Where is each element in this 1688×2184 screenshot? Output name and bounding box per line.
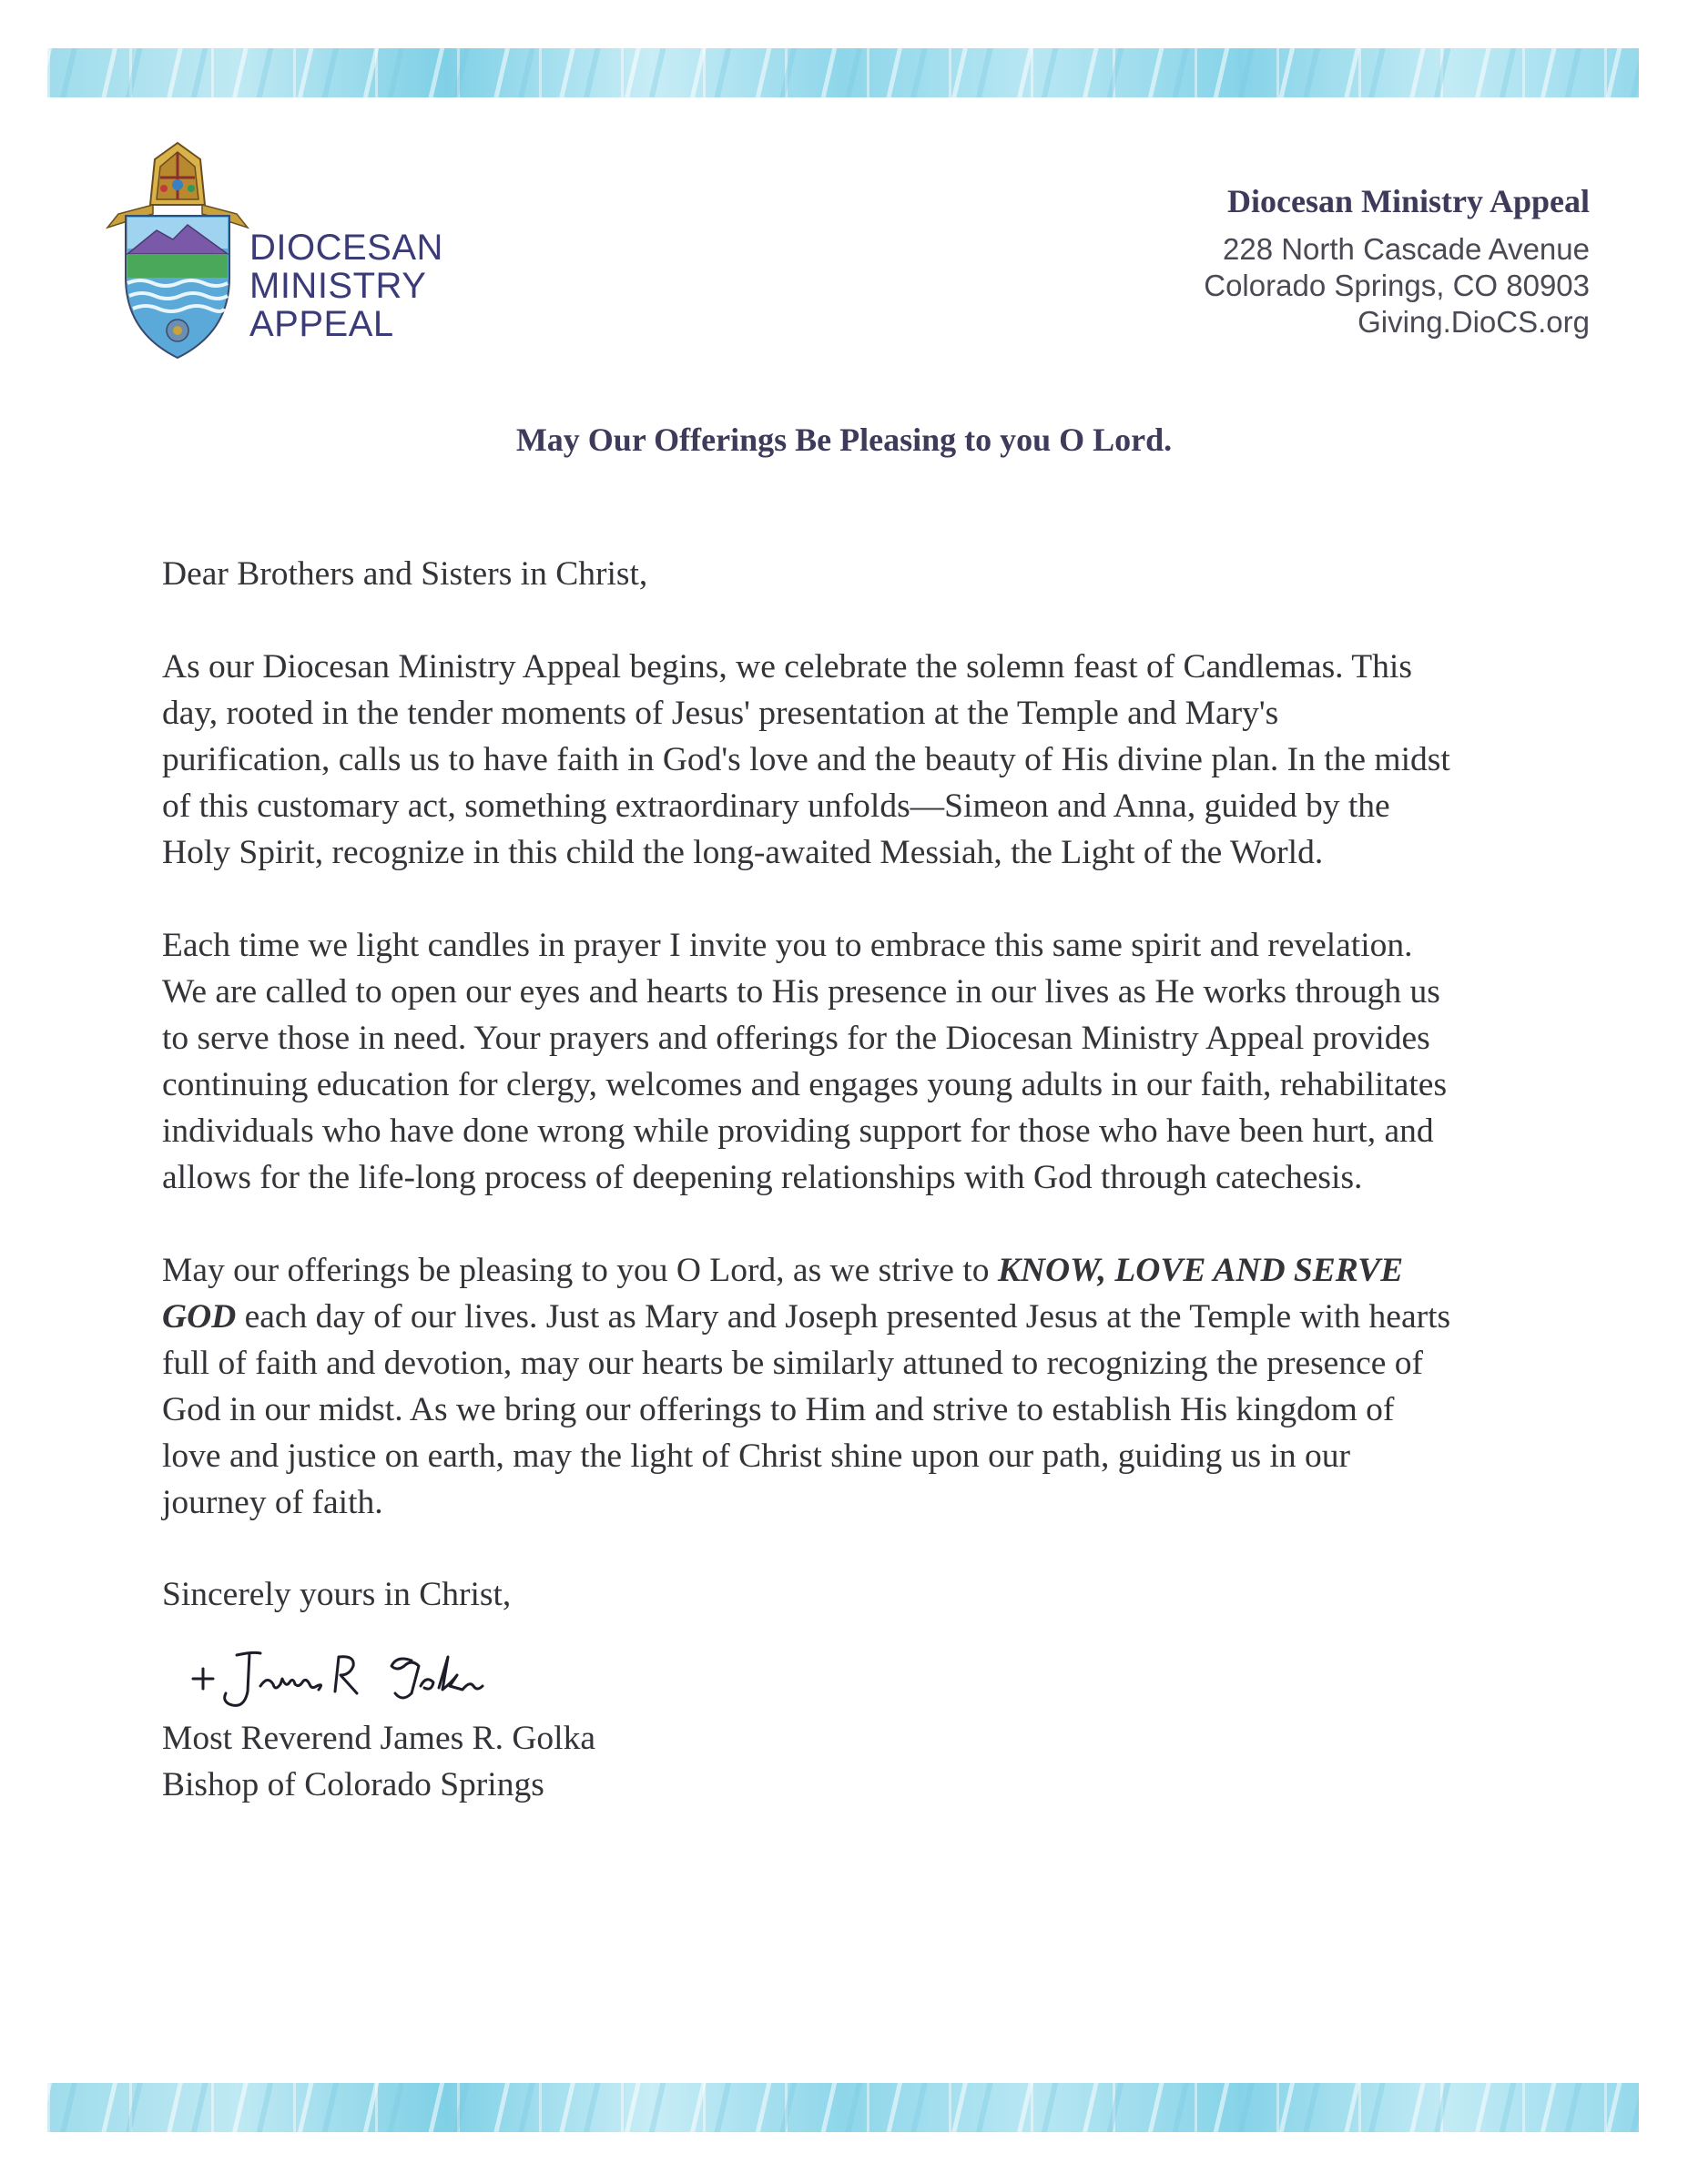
paragraph-1-line: day, rooted in the tender moments of Jesus' presentation at the Temple and Mary's [162,695,1279,732]
paragraph-1-line: Holy Spirit, recognize in this child the long-awaited Messiah, the Light of the World. [162,834,1324,871]
paragraph-1-line: As our Diocesan Ministry Appeal begins, we celebrate the solemn feast of Candlemas. This [162,648,1412,686]
emphasis-god: GOD [162,1298,237,1336]
letter-body [162,551,1619,1572]
paragraph-3-line: God in our midst. As we bring our offerings to Him and strive to establish His kingdom of [162,1391,1395,1428]
diocesan-ministry-appeal-logo [100,141,483,360]
sender-city: Colorado Springs, CO 80903 [1204,269,1590,302]
logo-wordmark [249,229,443,343]
sender-website: Giving.DioCS.org [1358,305,1590,339]
paragraph-2-line: individuals who have done wrong while providing support for those who have been hurt, and [162,1112,1434,1150]
coat-of-arms-icon [100,141,255,360]
decorative-bottom-band [47,2083,1639,2132]
sender-address-block [1204,182,1590,340]
paragraph-2 [162,922,1619,1201]
paragraph-2-line: to serve those in need. Your prayers and offerings for the Diocesan Ministry Appeal provides [162,1020,1430,1057]
logo-line-1: DIOCESAN [249,228,443,268]
sender-organization: Diocesan Ministry Appeal [1226,183,1590,219]
paragraph-2-line: Each time we light candles in prayer I invite you to embrace this same spirit and revelation. [162,927,1413,964]
signer-block [162,1715,595,1808]
signer-title: Bishop of Colorado Springs [162,1766,544,1803]
paragraph-3-line: full of faith and devotion, may our hearts be similarly attuned to recognizing the presence of [162,1345,1423,1382]
paragraph-1-line: of this customary act, something extraordinary unfolds—Simeon and Anna, guided by the [162,787,1390,825]
paragraph-3-text: each day of our lives. Just as Mary and Joseph presented Jesus at the Temple with hearts [236,1298,1451,1336]
logo-line-2: MINISTRY [249,266,427,306]
logo-line-3: APPEAL [249,304,394,344]
paragraph-2-line: continuing education for clergy, welcomes and engages young adults in our faith, rehabilitates [162,1066,1448,1103]
letter-subject: May Our Offerings Be Pleasing to you O Lord. [515,422,1173,458]
paragraph-1-line: purification, calls us to have faith in God's love and the beauty of His divine plan. In the midst [162,741,1450,778]
signer-name: Most Reverend James R. Golka [162,1720,595,1757]
closing: Sincerely yours in Christ, [162,1576,512,1613]
paragraph-3-text: May our offerings be pleasing to you O Lord, as we strive to [162,1252,998,1289]
sender-street: 228 North Cascade Avenue [1222,232,1590,266]
emphasis-know-love-serve: KNOW, LOVE AND SERVE [997,1252,1404,1289]
paragraph-3-line [162,1247,1619,1294]
paragraph-3-line [162,1294,1619,1340]
paragraph-2-line: We are called to open our eyes and hearts to His presence in our lives as He works through us [162,973,1440,1011]
paragraph-3 [162,1247,1619,1526]
salutation: Dear Brothers and Sisters in Christ, [162,555,648,593]
handwritten-signature [173,1635,555,1717]
paragraph-1 [162,644,1619,876]
decorative-top-band [47,48,1639,97]
paragraph-2-line: allows for the life-long process of deepening relationships with God through catechesis. [162,1159,1363,1196]
paragraph-3-line: love and justice on earth, may the light of Christ shine upon our path, guiding us in our [162,1437,1351,1475]
paragraph-3-line: journey of faith. [162,1484,383,1521]
